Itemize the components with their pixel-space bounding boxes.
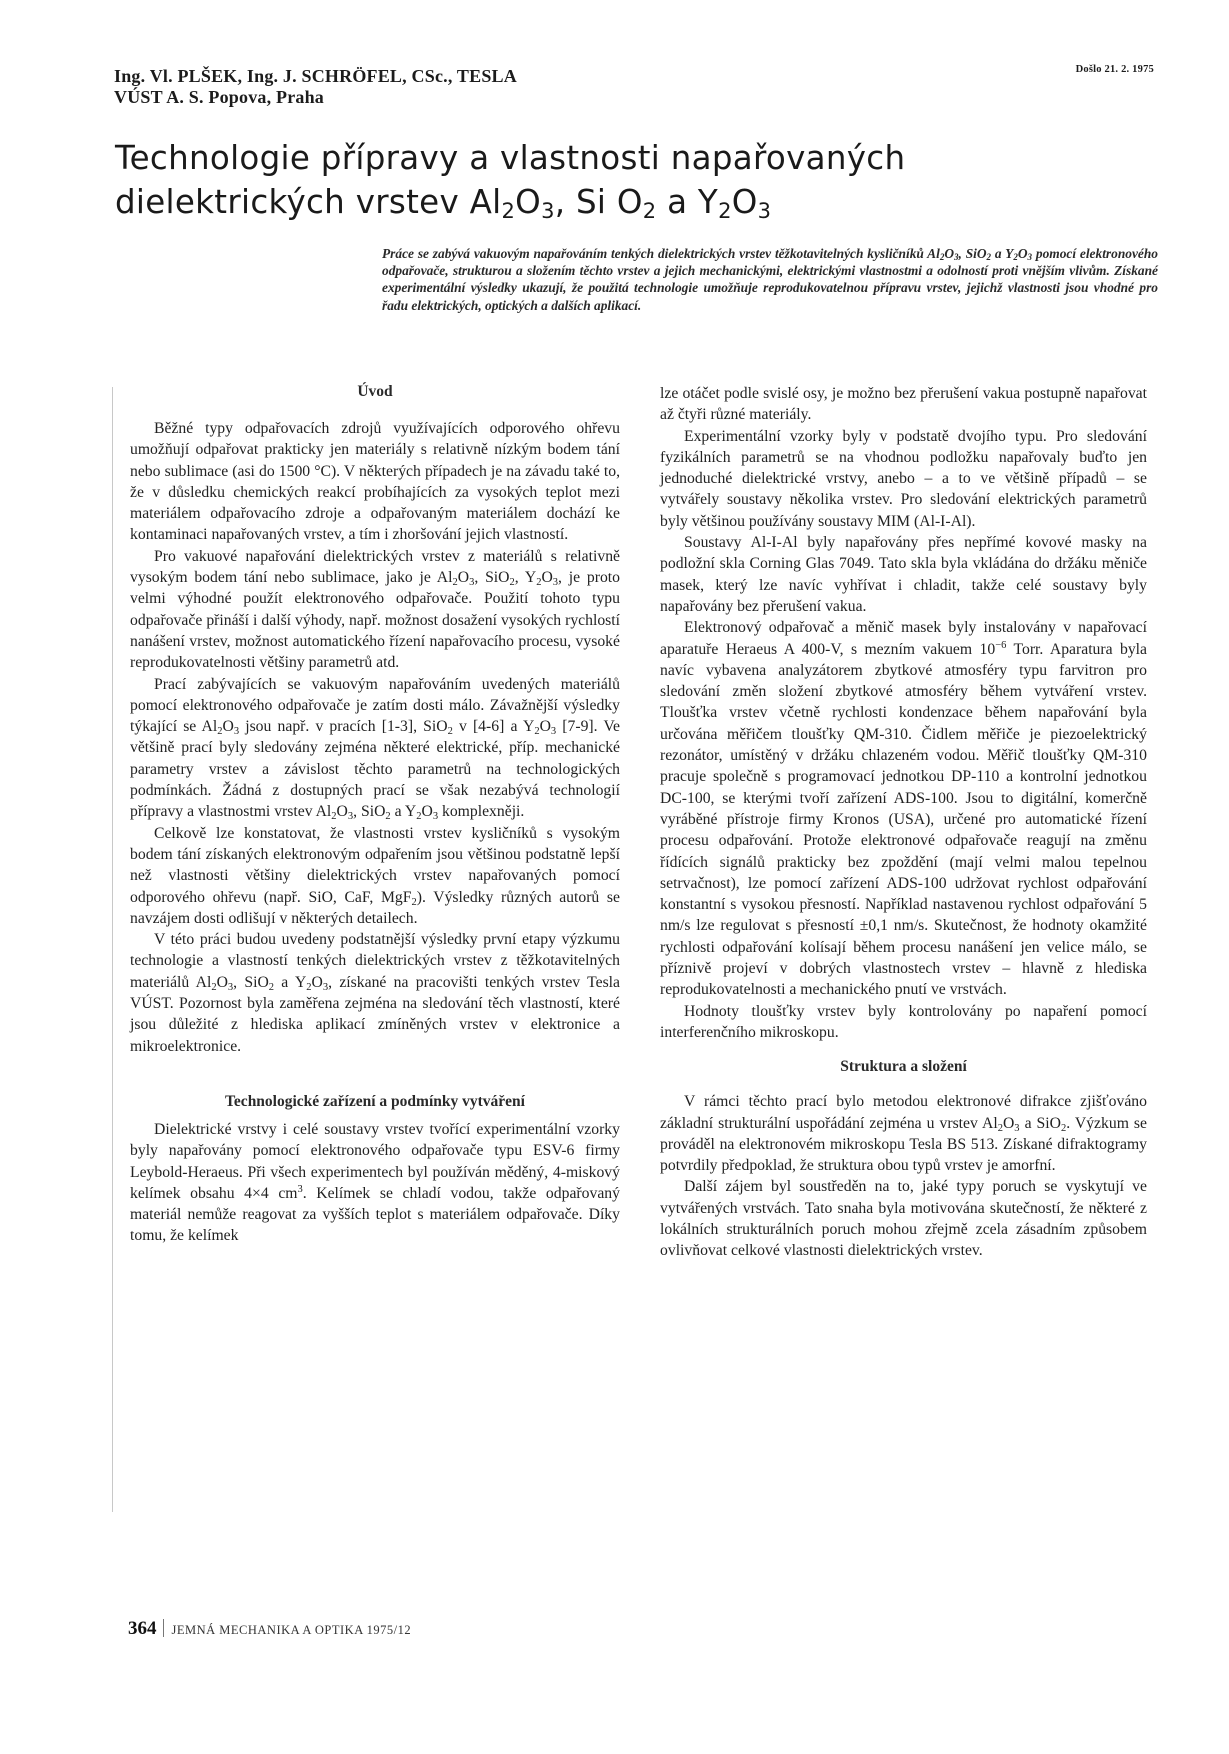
paragraph: V této práci budou uvedeny podstatnější výsledky první etapy výzkumu technologie a vlastností tenkých dielektrických vrstev z těžkotavitelných materiálů $Al_2O_3$, SiO$_2$ a $Y_2O_3$, získané na pracovišti tenkých vrstev Tesla VÚST. Pozornost byla zaměřena zejména na sledování těch vlastností, které jsou důležité z hlediska aplikací zmíněných vrstev v elektronice a mikroelektronice. [130,931,620,1055]
paragraph: Prací zabývajících se vakuovým napařováním uvedených materiálů pomocí elektronového odpařovače je zatím dosti málo. Závažnější výsledky týkající se $Al_2O_3$ jsou např. v pracích [1-3], SiO$_2$ v [4-6] a $Y_2O_3$ [7-9]. Ve většině prací byly sledovány zejména některé elektrické, příp. mechanické parametry vrstev a závislost těchto parametrů na technologických podmínkách. Žádná z dostupných prací se však nezabývá technologií přípravy a vlastnostmi vrstev $Al_2O_3$, SiO$_2$ a $Y_2O_3$ komplexněji. [130,675,620,823]
article-title [115,136,1165,224]
paragraph: Dielektrické vrstvy i celé soustavy vrstev tvořící experimentální vzorky byly napařovány pomocí elektronového odpařovače typu ESV-6 firmy Leybold-Heraeus. Při všech experimentech byl používán měděný, 4-miskový kelímek obsahu 4×4 $cm^3$. Kelímek se chladí vodou, takže odpařovaný materiál nemůže reagovat za vyšších teplot s materiálem odpařovače. Díky tomu, že kelímek [130,1120,620,1245]
affiliation-line: VÚST A. S. Popova, Praha [114,87,325,107]
title-line-2: dielektrických vrstev $Al_2O_3$, Si $O_2$ a $Y_2O_3$ [115,183,772,223]
paragraph-continued: lze otáčet podle svislé osy, je možno bez přerušení vakua postupně napařovat až čtyři různé materiály. [660,385,1147,424]
paragraph: Další zájem byl soustředěn na to, jaké typy poruch se vyskytují ve vytvářených vrstvách. Tato snaha byla motivována skutečností, že některé z lokálních strukturálních poruch mohou zřejmě zcela zásadním způsobem ovlivňovat celkové vlastnosti dielektrických vrstev. [660,1178,1147,1260]
paragraph: Hodnoty tloušťky vrstev byly kontrolovány po napaření pomocí interferenčního mikroskopu. [660,1002,1147,1041]
section-heading-uvod: Úvod [357,383,393,400]
paragraph: Pro vakuové napařování dielektrických vrstev z materiálů s relativně vysokým bodem tání nebo sublimace, jako je $Al_2O_3$, SiO$_2$, $Y_2O_3$, je proto velmi výhodné použít elektronového odpařovače. Použití tohoto typu odpařovače přináší i další výhody, např. možnost dosažení vysokých rychlostí nanášení vrstev, možnost automatického řízení napařovacího procesu, vysoké reprodukovatelnosti většiny parametrů atd. [130,547,620,672]
page-footer [128,1618,411,1640]
column-margin-rule [112,387,113,1512]
paragraph: Experimentální vzorky byly v podstatě dvojího typu. Pro sledování fyzikálních parametrů se na vhodnou podložku napařovaly buďto jen jednoduché dielektrické vrstvy, anebo – a to ve většině případů – se vytvářely soustavy několika vrstev. Pro sledování elektrických parametrů byly většinou používány soustavy MIM (Al-I-Al). [660,427,1147,530]
paragraph: Běžné typy odpařovacích zdrojů využívajících odporového ohřevu umožňují odpařovat prakticky jen materiály s relativně nízkým bodem tání nebo sublimace (asi do 1500 °C). V některých případech je na závadu také to, že v důsledku chemických reakcí probíhajících za vysokých teplot mezi materiálem odpařovacího zdroje a odpařovaným materiálem dochází ke kontaminaci napařovaných vrstev, a tím i zhoršování jejich vlastností. [130,420,620,544]
authors-line: Ing. Vl. PLŠEK, Ing. J. SCHRÖFEL, CSc., TESLA [114,66,517,86]
author-block [114,66,517,108]
journal-name: JEMNÁ MECHANIKA A OPTIKA 1975/12 [171,1623,412,1637]
paragraph: Celkově lze konstatovat, že vlastnosti vrstev kysličníků s vysokým bodem tání získaných elektronovým odpařením jsou většinou podstatně lepší než vlastnosti většiny dielektrických vrstev napařovaných pomocí odporového ohřevu (např. SiO, CaF, MgF$_2$). Výsledky různých autorů se navzájem dosti odlišují v některých detailech. [130,824,620,927]
received-date: Došlo 21. 2. 1975 [1075,64,1154,75]
footer-divider [163,1619,164,1637]
abstract: Práce se zabývá vakuovým napařováním tenkých dielektrických vrstev těžkotavitelných kysličníků $Al_2O_3$, SiO$_2$ a $Y_2O_3$ pomocí elektronového odpařovače, strukturou a složením těchto vrstev a jejich mechanickými, elektrickými vlastnostmi a odolností proti vnějším vlivům. Získané experimentální výsledky ukazují, že použitá technologie umožňuje reprodukovatelnou přípravu vrstev, jejichž vlastnosti jsou vhodné pro řadu elektrických, optických a dalších aplikací. [382,246,1158,313]
page-number: 364 [128,1618,157,1639]
paragraph: Soustavy Al-I-Al byly napařovány přes nepřímé kovové masky na podložní skla Corning Glas 7049. Tato skla byla vkládána do držáku měniče masek, který lze navíc vyhřívat i chladit, takže celé soustavy byly napařovány bez přerušení vakua. [660,534,1147,615]
section-heading-structure: Struktura a složení [840,1058,967,1076]
paragraph: V rámci těchto prací bylo metodou elektronové difrakce zjišťováno základní strukturální uspořádání zejména u vrstev $Al_2O_3$ a SiO$_2$. Výzkum se prováděl na elektronovém mikroskopu Tesla BS 513. Získané difraktogramy potvrdily předpoklad, že struktura obou typů vrstev je amorfní. [660,1093,1147,1175]
title-line-1: Technologie přípravy a vlastnosti napařovaných [115,139,906,177]
section-heading-technology: Technologické zařízení a podmínky vytváření [225,1092,525,1110]
paragraph: Elektronový odpařovač a měnič masek byly instalovány v napařovací aparatuře Heraeus A 400-V, s mezním vakuem $10^{-6}$ Torr. Aparatura byla navíc vybavena analyzátorem zbytkové atmosféry typu farvitron pro sledování změn složení zbytkové atmosféry během vytváření vrstev. Tloušťka vrstev včetně rychlosti kondenzace během napařování byla určována měřičem tloušťky QM-310. Čidlem měřiče je piezoelektrický rezonátor, umístěný v držáku chlazeném vodou. Měřič tloušťky QM-310 pracuje společně s programovací jednotkou DP-110 a kontrolní jednotkou DC-100, se kterými tvoří zařízení ADS-100. Jsou to digitální, komerčně vyráběné přístroje firmy Kronos (USA), určené pro automatické řízení procesu odpařování. Protože elektronové odpařovače reagují na změnu řídících signálů prakticky bez zpoždění (mají velmi malou tepelnou setrvačnost), lze pomocí zařízení ADS-100 udržovat rychlost odpařování konstantní s vysokou přesností. Například nastavenou rychlost odpařování 5 nm/s lze regulovat s přesností ±0,1 nm/s. Skutečnost, že hodnoty okamžité rychlosti odpařování kolísají během procesu nanášení jen velice málo, se příznivě projeví v dobrých vlastnostech vrstev – hlavně z hlediska reprodukovatelnosti a mechanického pnutí ve vrstvách. [660,619,1147,999]
right-column [660,383,1147,1262]
left-column [130,381,620,1247]
